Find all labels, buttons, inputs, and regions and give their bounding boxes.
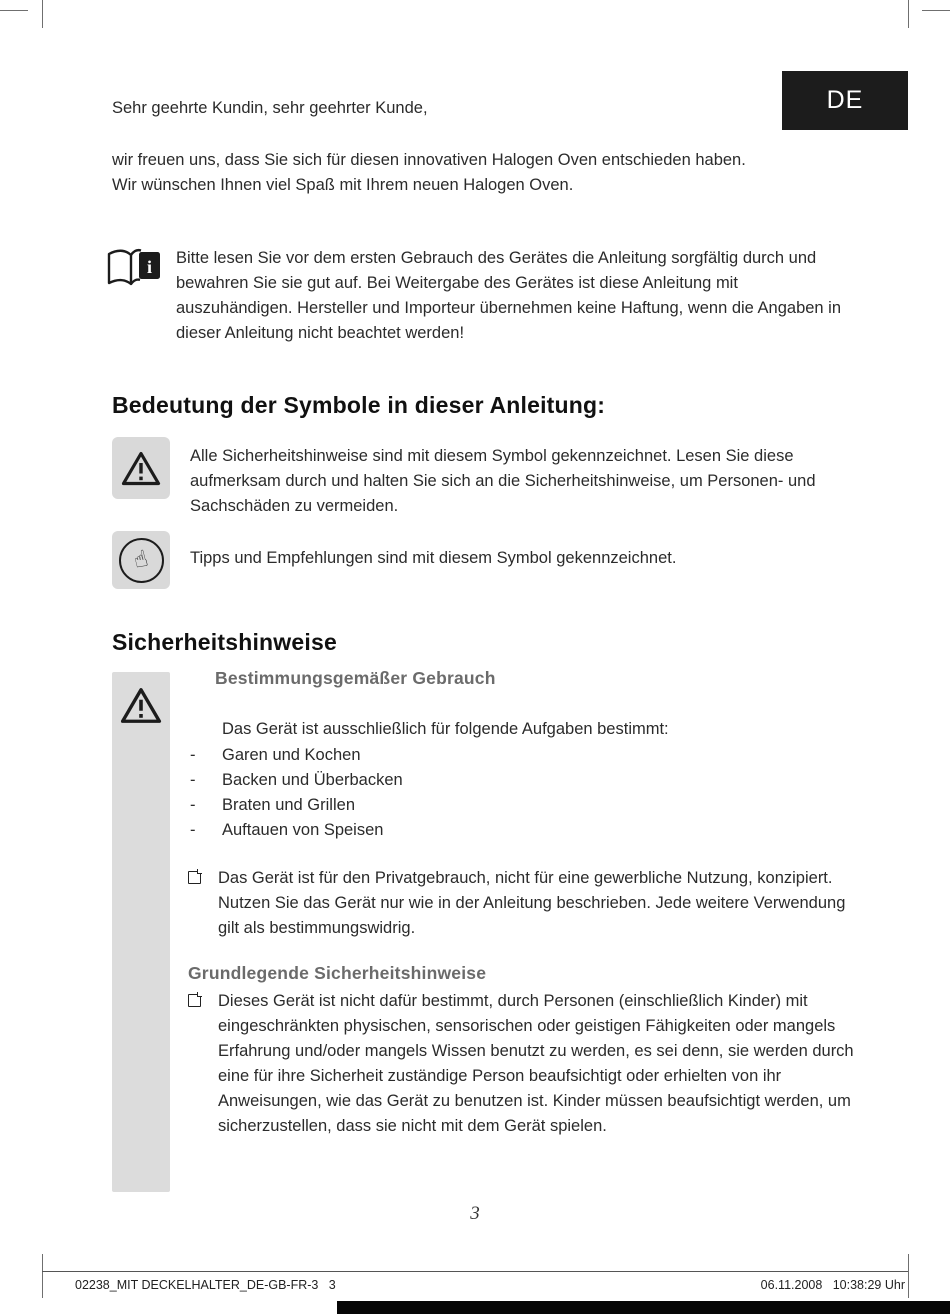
greeting-text: Sehr geehrte Kundin, sehr geehrter Kunde, [112, 99, 428, 117]
list-item [190, 768, 810, 793]
crop-mark-top-left-h [0, 10, 28, 11]
intended-use-title: Bestimmungsgemäßer Gebrauch [215, 668, 496, 688]
warning-symbol-explanation: Alle Sicherheitshinweise sind mit diesem Symbol gekennzeichnet. Lesen Sie diese aufmerksam durch und halten Sie sich an die Sicherheitshinweise, um Personen- und Sachschäden zu vermeiden. [190, 447, 816, 515]
list-item-label: - Auftauen von Speisen [222, 821, 384, 839]
svg-text:i: i [146, 257, 153, 277]
page-number: 3 [470, 1203, 480, 1224]
warning-triangle-icon [120, 686, 162, 725]
tip-hand-circle [119, 538, 164, 583]
crop-mark-top-right-h [922, 10, 950, 11]
book-info-icon [106, 246, 162, 295]
footer-timestamp: 06.11.2008 10:38:29 Uhr [760, 1278, 905, 1292]
private-use-note-text: Das Gerät ist für den Privatgebrauch, nicht für eine gewerbliche Nutzung, konzipiert. Nutzen Sie das Gerät nur wie in der Anleitung beschrieben. Jede weitere Verwendung gilt als bestimmungswidrig. [218, 869, 846, 937]
intended-use-intro: Das Gerät ist ausschließlich für folgende Aufgaben bestimmt: [222, 720, 669, 738]
read-manual-note: Bitte lesen Sie vor dem ersten Gebrauch des Gerätes die Anleitung sorgfältig durch und bewahren Sie sie gut auf. Bei Weitergabe des Gerätes ist diese Anleitung mit auszuhändigen. Hersteller und Importeur übernehmen keine Haftung, wenn die Angaben in dieser Anleitung nicht beachtet werden! [176, 249, 842, 342]
crop-mark-top-right-v [908, 0, 909, 28]
language-badge: DE [782, 71, 908, 130]
crop-mark-bottom-right-v [908, 1254, 909, 1298]
footer-filename: 02238_MIT DECKELHALTER_DE-GB-FR-3 3 [75, 1278, 336, 1292]
list-item [190, 743, 810, 768]
list-item-label: - Backen und Überbacken [222, 771, 403, 789]
pointing-hand-glyph: ☝ [130, 545, 151, 574]
crop-mark-top-left-v [42, 0, 43, 28]
intro-line-2: Wir wünschen Ihnen viel Spaß mit Ihrem neuen Halogen Oven. [112, 176, 574, 194]
safety-section-title: Sicherheitshinweise [112, 629, 337, 655]
checkbox-bullet-icon [188, 994, 201, 1007]
intended-use-list [190, 743, 810, 843]
warning-triangle-icon [112, 437, 170, 499]
private-use-note [188, 866, 853, 941]
safety-sidebar [112, 672, 170, 1192]
basic-safety-note [188, 989, 860, 1139]
checkbox-bullet-icon [188, 871, 201, 884]
basic-safety-note-text: Dieses Gerät ist nicht dafür bestimmt, durch Personen (einschließlich Kinder) mit eingeschränkten physischen, sensorischen oder geistigen Fähigkeiten oder mangels Erfahrung und/oder mangels Wissen benutzt zu werden, es sei denn, sie werden durch eine für ihre Sicherheit zuständige Person beaufsichtigt oder erhielten von ihr Anweisungen, wie das Gerät zu benutzen ist. Kinder müssen beaufsichtigt werden, um sicherzustellen, dass sie nicht mit dem Gerät spielen. [218, 992, 854, 1135]
crop-mark-bottom-left-v [42, 1254, 43, 1298]
list-item [190, 793, 810, 818]
footer-rule [42, 1271, 908, 1272]
intro-line-1: wir freuen uns, dass Sie sich für diesen innovativen Halogen Oven entschieden haben. [112, 151, 746, 169]
symbols-section-title: Bedeutung der Symbole in dieser Anleitung: [112, 392, 606, 418]
tip-symbol-explanation: Tipps und Empfehlungen sind mit diesem Symbol gekennzeichnet. [190, 549, 677, 567]
basic-safety-title: Grundlegende Sicherheitshinweise [188, 963, 487, 983]
list-item-label: - Braten und Grillen [222, 796, 355, 814]
list-item-label: - Garen und Kochen [222, 746, 361, 764]
tip-hand-icon [112, 531, 170, 589]
list-item [190, 818, 810, 843]
intro-paragraph [112, 148, 812, 198]
bottom-print-bar [337, 1301, 950, 1314]
